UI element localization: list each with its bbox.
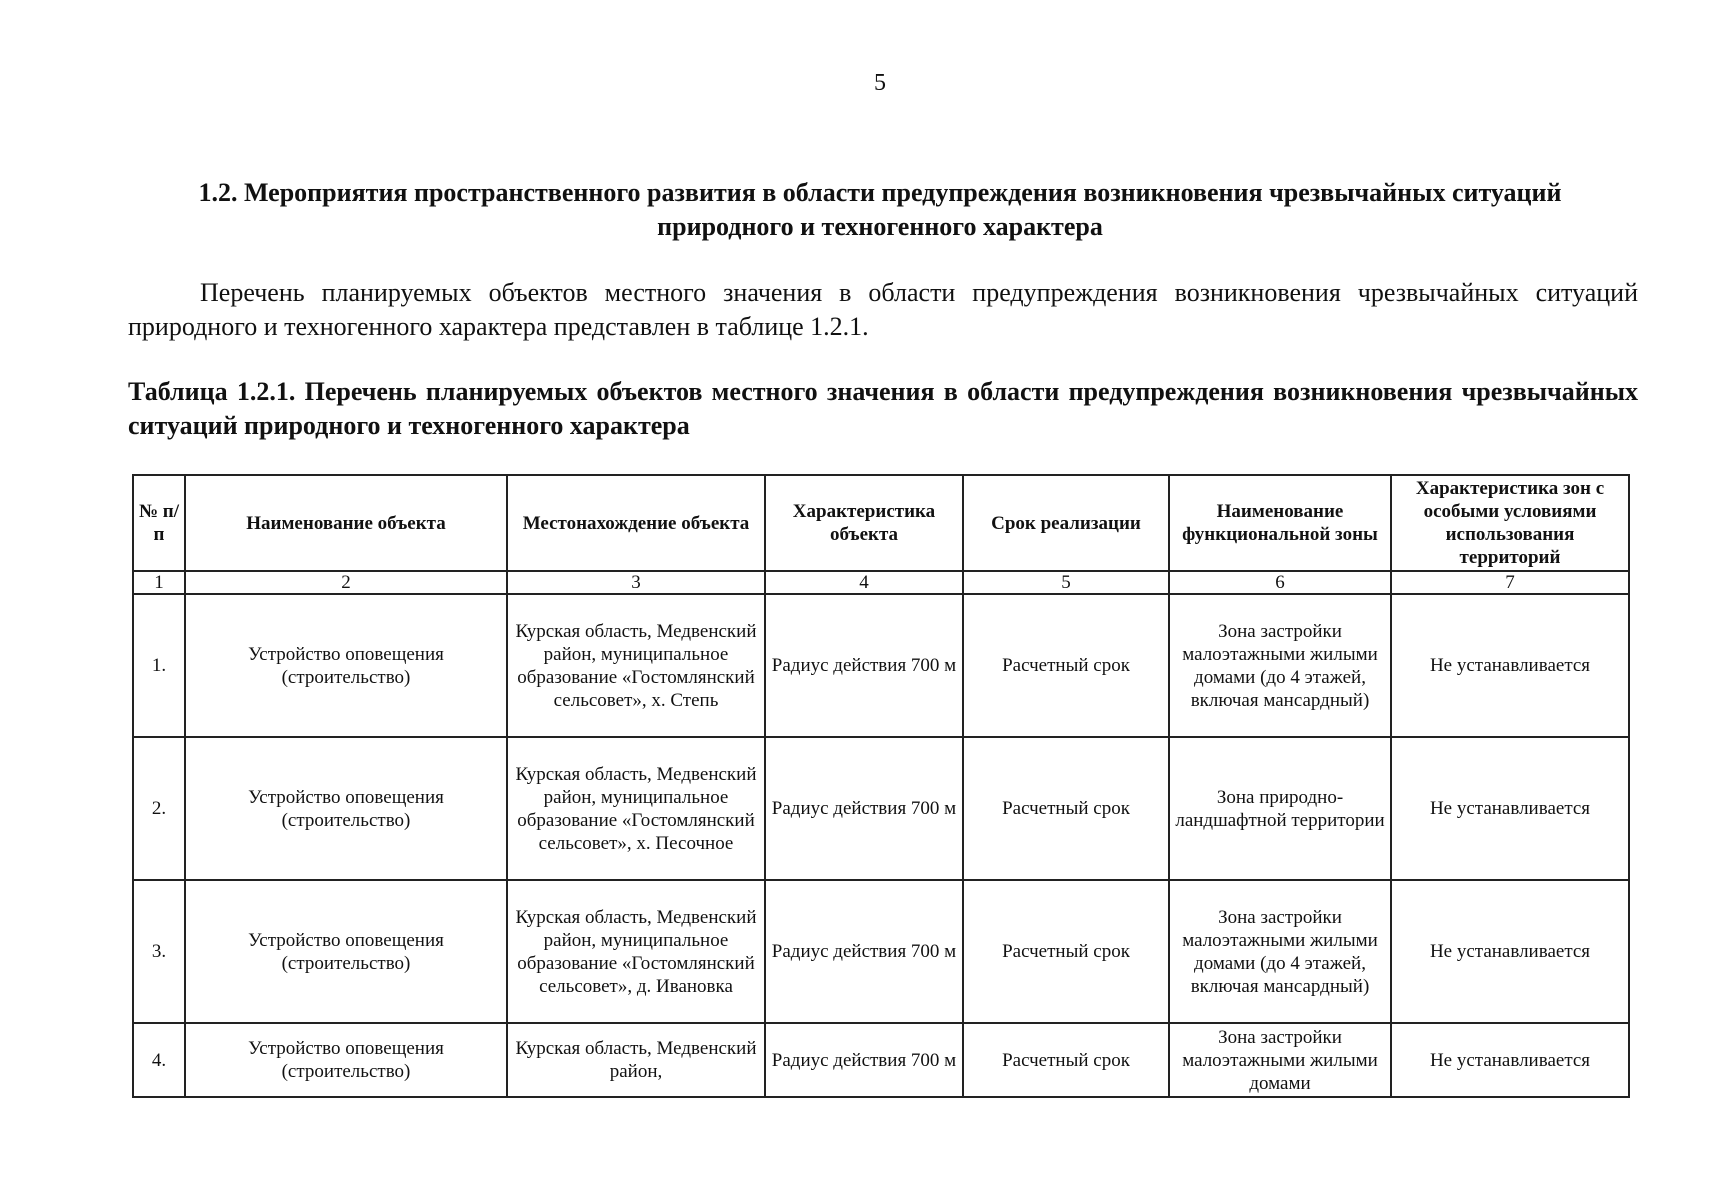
cell-characteristic: Радиус действия 700 м <box>765 594 963 737</box>
cell-location: Курская область, Медвенский район, муниципальное образование «Гостомлянский сельсовет», х. Степь <box>507 594 765 737</box>
cell-location: Курская область, Медвенский район, муниципальное образование «Гостомлянский сельсовет», х. Песочное <box>507 737 765 880</box>
cell-characteristic: Радиус действия 700 м <box>765 880 963 1023</box>
table-row <box>133 880 1629 1023</box>
column-number: 7 <box>1391 571 1629 594</box>
cell-name: Устройство оповещения (строительство) <box>185 1023 507 1097</box>
cell-num: 2. <box>133 737 185 880</box>
cell-special-zones: Не устанавливается <box>1391 1023 1629 1097</box>
intro-paragraph: Перечень планируемых объектов местного значения в области предупреждения возникновения чрезвычайных ситуаций природного и техногенного характера представлен в таблице 1.2.1. <box>128 278 1638 341</box>
cell-num: 4. <box>133 1023 185 1097</box>
column-number: 4 <box>765 571 963 594</box>
header-location: Местонахождение объекта <box>507 475 765 571</box>
cell-characteristic: Радиус действия 700 м <box>765 1023 963 1097</box>
column-number: 5 <box>963 571 1169 594</box>
cell-zone: Зона природно-ландшафтной территории <box>1169 737 1391 880</box>
table-header-row <box>133 475 1629 571</box>
cell-characteristic: Радиус действия 700 м <box>765 737 963 880</box>
cell-name: Устройство оповещения (строительство) <box>185 880 507 1023</box>
cell-name: Устройство оповещения (строительство) <box>185 594 507 737</box>
table-row <box>133 737 1629 880</box>
cell-special-zones: Не устанавливается <box>1391 594 1629 737</box>
page-number: 5 <box>874 70 886 96</box>
cell-special-zones: Не устанавливается <box>1391 737 1629 880</box>
header-name: Наименование объекта <box>185 475 507 571</box>
cell-term: Расчетный срок <box>963 1023 1169 1097</box>
cell-name: Устройство оповещения (строительство) <box>185 737 507 880</box>
cell-num: 1. <box>133 594 185 737</box>
cell-term: Расчетный срок <box>963 594 1169 737</box>
column-number: 6 <box>1169 571 1391 594</box>
table-row <box>133 1023 1629 1097</box>
column-number: 1 <box>133 571 185 594</box>
table-row <box>133 594 1629 737</box>
header-term: Срок реализации <box>963 475 1169 571</box>
cell-num: 3. <box>133 880 185 1023</box>
section-title: 1.2. Мероприятия пространственного развития в области предупреждения возникновения чрезвычайных ситуаций природного и техногенного характера <box>198 178 1562 241</box>
cell-location: Курская область, Медвенский район, муниципальное образование «Гостомлянский сельсовет», д. Ивановка <box>507 880 765 1023</box>
cell-zone: Зона застройки малоэтажными жилыми домами <box>1169 1023 1391 1097</box>
header-special-zones: Характеристика зон с особыми условиями использования территорий <box>1391 475 1629 571</box>
header-characteristic: Характеристика объекта <box>765 475 963 571</box>
cell-term: Расчетный срок <box>963 737 1169 880</box>
cell-location: Курская область, Медвенский район, <box>507 1023 765 1097</box>
cell-zone: Зона застройки малоэтажными жилыми домами (до 4 этажей, включая мансардный) <box>1169 594 1391 737</box>
column-number: 2 <box>185 571 507 594</box>
cell-special-zones: Не устанавливается <box>1391 880 1629 1023</box>
cell-term: Расчетный срок <box>963 880 1169 1023</box>
objects-table <box>132 474 1630 1098</box>
column-number-row <box>133 571 1629 594</box>
header-num: № п/п <box>133 475 185 571</box>
column-number: 3 <box>507 571 765 594</box>
cell-zone: Зона застройки малоэтажными жилыми домами (до 4 этажей, включая мансардный) <box>1169 880 1391 1023</box>
header-zone: Наименование функциональной зоны <box>1169 475 1391 571</box>
table-caption: Таблица 1.2.1. Перечень планируемых объектов местного значения в области предупреждения возникновения чрезвычайных ситуаций природного и техногенного характера <box>128 377 1638 440</box>
